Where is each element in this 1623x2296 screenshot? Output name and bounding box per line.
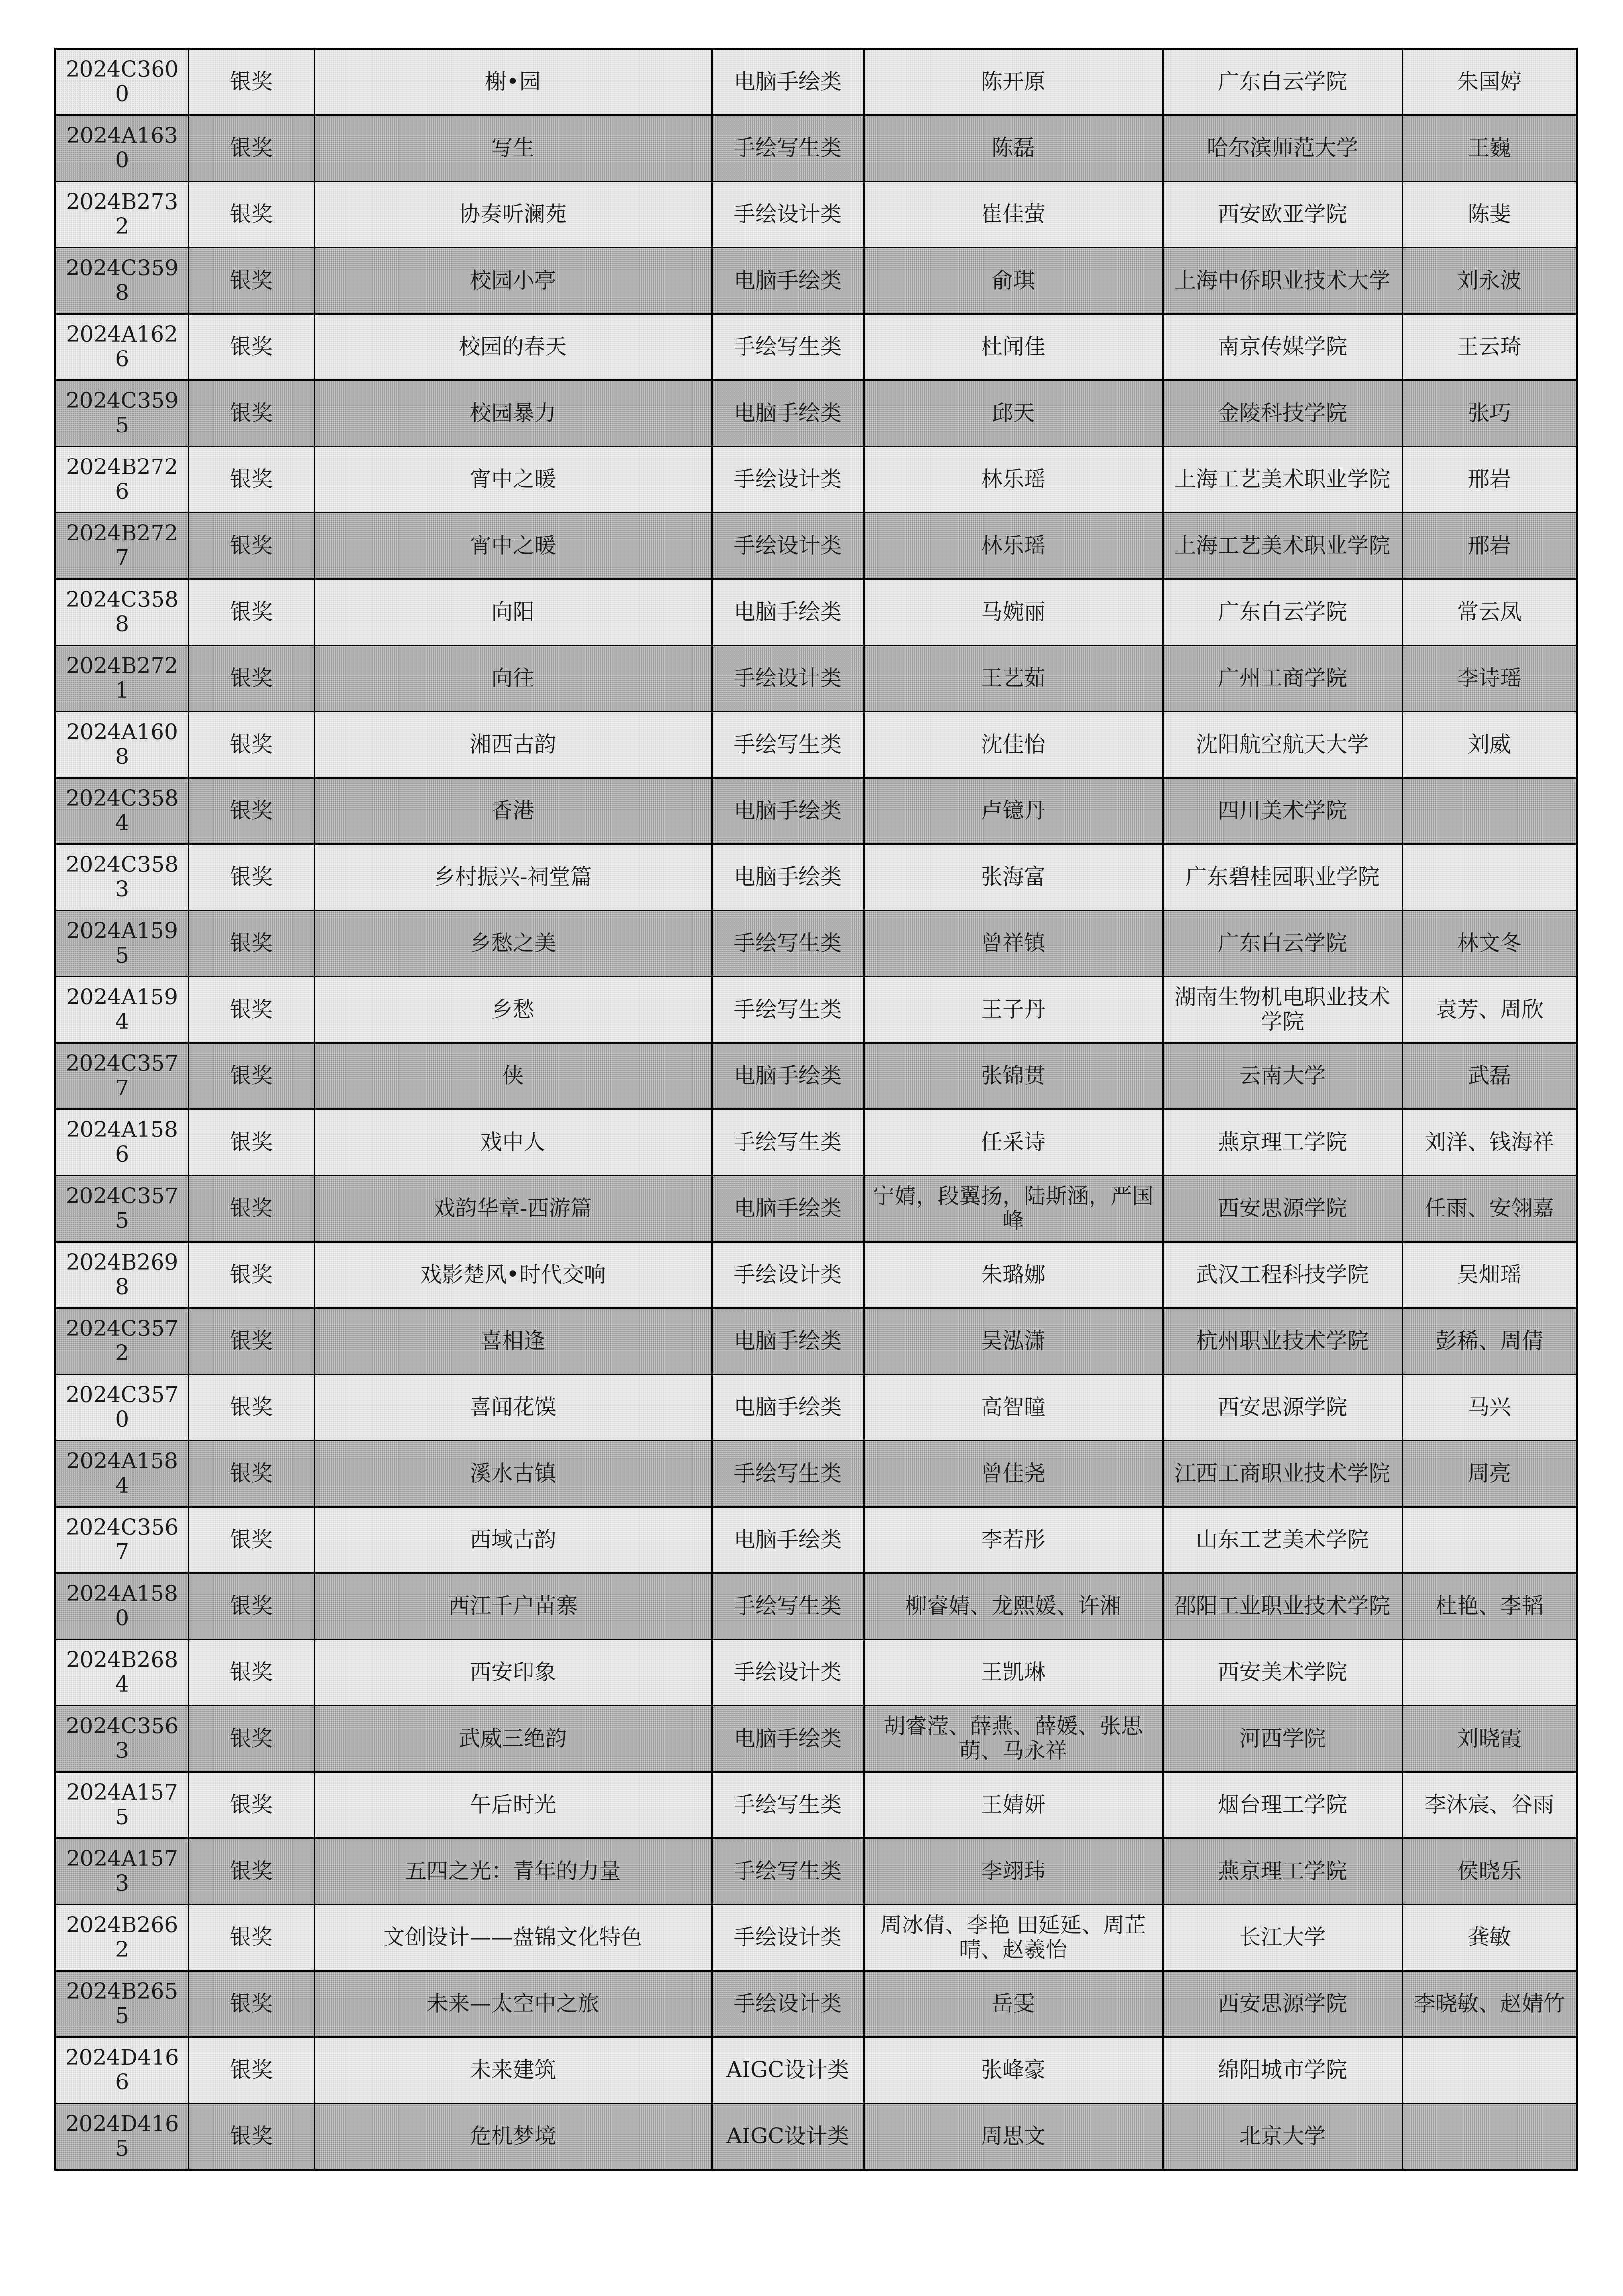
entry-id-cell: 2024B2684 [55, 1640, 188, 1706]
table-row [55, 1838, 1577, 1905]
authors-cell: 张海富 [864, 844, 1163, 911]
school-cell: 西安思源学院 [1163, 1375, 1402, 1441]
category-cell: 手绘写生类 [712, 1838, 864, 1905]
entry-id-cell: 2024C3588 [55, 579, 188, 646]
authors-cell: 曾佳尧 [864, 1441, 1163, 1507]
school-cell: 湖南生物机电职业技术学院 [1163, 977, 1402, 1043]
school-cell: 金陵科技学院 [1163, 380, 1402, 447]
advisor-cell: 侯晓乐 [1402, 1838, 1577, 1905]
award-cell: 银奖 [188, 844, 314, 911]
entry-id-cell: 2024B2732 [55, 182, 188, 248]
authors-cell: 卢镱丹 [864, 778, 1163, 844]
award-cell: 银奖 [188, 1507, 314, 1573]
category-cell: 电脑手绘类 [712, 778, 864, 844]
award-cell: 银奖 [188, 1573, 314, 1640]
authors-cell: 李若彤 [864, 1507, 1163, 1573]
award-cell: 银奖 [188, 1971, 314, 2037]
advisor-cell: 袁芳、周欣 [1402, 977, 1577, 1043]
entry-id-cell: 2024C3575 [55, 1176, 188, 1242]
table-row [55, 1507, 1577, 1573]
award-cell: 银奖 [188, 1772, 314, 1838]
category-cell: 电脑手绘类 [712, 1375, 864, 1441]
entry-id-cell: 2024A1626 [55, 314, 188, 380]
authors-cell: 张锦贯 [864, 1043, 1163, 1109]
advisor-cell: 刘永波 [1402, 248, 1577, 314]
work-title-cell: 向往 [314, 646, 712, 712]
work-title-cell: 戏影楚风•时代交响 [314, 1242, 712, 1308]
school-cell: 西安美术学院 [1163, 1640, 1402, 1706]
school-cell: 云南大学 [1163, 1043, 1402, 1109]
school-cell: 西安欧亚学院 [1163, 182, 1402, 248]
award-cell: 银奖 [188, 447, 314, 513]
award-cell: 银奖 [188, 1640, 314, 1706]
school-cell: 西安思源学院 [1163, 1176, 1402, 1242]
work-title-cell: 宵中之暖 [314, 513, 712, 579]
table-row [55, 447, 1577, 513]
work-title-cell: 宵中之暖 [314, 447, 712, 513]
authors-cell: 朱璐娜 [864, 1242, 1163, 1308]
award-cell: 银奖 [188, 1242, 314, 1308]
category-cell: 手绘设计类 [712, 513, 864, 579]
authors-cell: 杜闻佳 [864, 314, 1163, 380]
work-title-cell: 戏韵华章-西游篇 [314, 1176, 712, 1242]
table-row [55, 314, 1577, 380]
advisor-cell [1402, 2104, 1577, 2170]
table-row [55, 911, 1577, 977]
work-title-cell: 溪水古镇 [314, 1441, 712, 1507]
table-row [55, 513, 1577, 579]
school-cell: 广东白云学院 [1163, 911, 1402, 977]
authors-cell: 周冰倩、李艳 田延延、周芷晴、赵羲怡 [864, 1905, 1163, 1971]
category-cell: 电脑手绘类 [712, 49, 864, 115]
entry-id-cell: 2024C3563 [55, 1706, 188, 1772]
school-cell: 绵阳城市学院 [1163, 2037, 1402, 2104]
school-cell: 燕京理工学院 [1163, 1109, 1402, 1176]
entry-id-cell: 2024C3567 [55, 1507, 188, 1573]
authors-cell: 陈开原 [864, 49, 1163, 115]
authors-cell: 邱天 [864, 380, 1163, 447]
award-cell: 银奖 [188, 1176, 314, 1242]
school-cell: 四川美术学院 [1163, 778, 1402, 844]
entry-id-cell: 2024A1594 [55, 977, 188, 1043]
school-cell: 邵阳工业职业技术学院 [1163, 1573, 1402, 1640]
award-cell: 银奖 [188, 1706, 314, 1772]
category-cell: 手绘写生类 [712, 1441, 864, 1507]
table-row [55, 1573, 1577, 1640]
award-cell: 银奖 [188, 1109, 314, 1176]
advisor-cell: 马兴 [1402, 1375, 1577, 1441]
school-cell: 广东碧桂园职业学院 [1163, 844, 1402, 911]
category-cell: 电脑手绘类 [712, 1706, 864, 1772]
work-title-cell: 校园暴力 [314, 380, 712, 447]
table-row [55, 2104, 1577, 2170]
entry-id-cell: 2024B2726 [55, 447, 188, 513]
entry-id-cell: 2024C3577 [55, 1043, 188, 1109]
work-title-cell: 香港 [314, 778, 712, 844]
entry-id-cell: 2024A1595 [55, 911, 188, 977]
entry-id-cell: 2024A1584 [55, 1441, 188, 1507]
table-body [55, 49, 1577, 2170]
category-cell: 手绘写生类 [712, 314, 864, 380]
advisor-cell: 陈斐 [1402, 182, 1577, 248]
award-cell: 银奖 [188, 778, 314, 844]
work-title-cell: 乡愁 [314, 977, 712, 1043]
school-cell: 武汉工程科技学院 [1163, 1242, 1402, 1308]
table-row [55, 1640, 1577, 1706]
category-cell: AIGC设计类 [712, 2104, 864, 2170]
work-title-cell: 写生 [314, 115, 712, 182]
school-cell: 长江大学 [1163, 1905, 1402, 1971]
table-row [55, 1043, 1577, 1109]
entry-id-cell: 2024C3583 [55, 844, 188, 911]
work-title-cell: 侠 [314, 1043, 712, 1109]
table-row [55, 778, 1577, 844]
award-cell: 银奖 [188, 1905, 314, 1971]
category-cell: 电脑手绘类 [712, 380, 864, 447]
school-cell: 广东白云学院 [1163, 49, 1402, 115]
table-row [55, 1441, 1577, 1507]
table-row [55, 1706, 1577, 1772]
school-cell: 江西工商职业技术学院 [1163, 1441, 1402, 1507]
work-title-cell: 喜相逢 [314, 1308, 712, 1375]
work-title-cell: 文创设计——盘锦文化特色 [314, 1905, 712, 1971]
authors-cell: 马婉丽 [864, 579, 1163, 646]
school-cell: 上海工艺美术职业学院 [1163, 447, 1402, 513]
award-cell: 银奖 [188, 2037, 314, 2104]
category-cell: 手绘设计类 [712, 1242, 864, 1308]
school-cell: 哈尔滨师范大学 [1163, 115, 1402, 182]
category-cell: 电脑手绘类 [712, 248, 864, 314]
table-row [55, 2037, 1577, 2104]
advisor-cell: 龚敏 [1402, 1905, 1577, 1971]
school-cell: 广东白云学院 [1163, 579, 1402, 646]
award-cell: 银奖 [188, 513, 314, 579]
category-cell: 手绘设计类 [712, 646, 864, 712]
authors-cell: 王凯琳 [864, 1640, 1163, 1706]
entry-id-cell: 2024C3572 [55, 1308, 188, 1375]
category-cell: 手绘设计类 [712, 182, 864, 248]
advisor-cell: 王云琦 [1402, 314, 1577, 380]
award-cell: 银奖 [188, 1308, 314, 1375]
entry-id-cell: 2024D4165 [55, 2104, 188, 2170]
table-row [55, 1308, 1577, 1375]
advisor-cell: 李诗瑶 [1402, 646, 1577, 712]
award-cell: 银奖 [188, 646, 314, 712]
authors-cell: 高智瞳 [864, 1375, 1163, 1441]
category-cell: 手绘写生类 [712, 911, 864, 977]
category-cell: 手绘设计类 [712, 447, 864, 513]
school-cell: 西安思源学院 [1163, 1971, 1402, 2037]
school-cell: 沈阳航空航天大学 [1163, 712, 1402, 778]
work-title-cell: 向阳 [314, 579, 712, 646]
entry-id-cell: 2024B2721 [55, 646, 188, 712]
category-cell: 手绘写生类 [712, 115, 864, 182]
authors-cell: 岳雯 [864, 1971, 1163, 2037]
authors-cell: 林乐瑶 [864, 513, 1163, 579]
entry-id-cell: 2024C3600 [55, 49, 188, 115]
advisor-cell [1402, 844, 1577, 911]
authors-cell: 崔佳萤 [864, 182, 1163, 248]
table-row [55, 1905, 1577, 1971]
work-title-cell: 西江千户苗寨 [314, 1573, 712, 1640]
award-cell: 银奖 [188, 977, 314, 1043]
work-title-cell: 西安印象 [314, 1640, 712, 1706]
category-cell: 电脑手绘类 [712, 579, 864, 646]
advisor-cell: 常云凤 [1402, 579, 1577, 646]
work-title-cell: 西域古韵 [314, 1507, 712, 1573]
authors-cell: 俞琪 [864, 248, 1163, 314]
advisor-cell: 彭稀、周倩 [1402, 1308, 1577, 1375]
advisor-cell: 王巍 [1402, 115, 1577, 182]
table-row [55, 1176, 1577, 1242]
advisor-cell: 吴畑瑶 [1402, 1242, 1577, 1308]
work-title-cell: 喜闻花馍 [314, 1375, 712, 1441]
authors-cell: 吴泓潇 [864, 1308, 1163, 1375]
work-title-cell: 武威三绝韵 [314, 1706, 712, 1772]
table-row [55, 579, 1577, 646]
table-row [55, 1772, 1577, 1838]
advisor-cell: 林文冬 [1402, 911, 1577, 977]
entry-id-cell: 2024B2727 [55, 513, 188, 579]
advisor-cell: 张巧 [1402, 380, 1577, 447]
table-row [55, 646, 1577, 712]
award-cell: 银奖 [188, 1838, 314, 1905]
entry-id-cell: 2024A1608 [55, 712, 188, 778]
work-title-cell: 乡村振兴-祠堂篇 [314, 844, 712, 911]
table-row [55, 49, 1577, 115]
table-row [55, 1242, 1577, 1308]
authors-cell: 胡睿滢、薛燕、薛媛、张思萌、马永祥 [864, 1706, 1163, 1772]
work-title-cell: 校园小亭 [314, 248, 712, 314]
advisor-cell [1402, 1507, 1577, 1573]
entry-id-cell: 2024B2698 [55, 1242, 188, 1308]
authors-cell: 任采诗 [864, 1109, 1163, 1176]
table-row [55, 1109, 1577, 1176]
work-title-cell: 协奏听澜苑 [314, 182, 712, 248]
work-title-cell: 未来—太空中之旅 [314, 1971, 712, 2037]
school-cell: 上海工艺美术职业学院 [1163, 513, 1402, 579]
entry-id-cell: 2024A1630 [55, 115, 188, 182]
advisor-cell [1402, 778, 1577, 844]
authors-cell: 李翊玮 [864, 1838, 1163, 1905]
entry-id-cell: 2024C3598 [55, 248, 188, 314]
category-cell: 电脑手绘类 [712, 1176, 864, 1242]
advisor-cell [1402, 2037, 1577, 2104]
authors-cell: 张峰豪 [864, 2037, 1163, 2104]
school-cell: 燕京理工学院 [1163, 1838, 1402, 1905]
school-cell: 河西学院 [1163, 1706, 1402, 1772]
category-cell: 电脑手绘类 [712, 1507, 864, 1573]
award-cell: 银奖 [188, 248, 314, 314]
table-row [55, 712, 1577, 778]
authors-cell: 沈佳怡 [864, 712, 1163, 778]
authors-cell: 柳睿婧、龙熙媛、许湘 [864, 1573, 1163, 1640]
authors-cell: 陈磊 [864, 115, 1163, 182]
advisor-cell: 邢岩 [1402, 513, 1577, 579]
school-cell: 南京传媒学院 [1163, 314, 1402, 380]
entry-id-cell: 2024A1586 [55, 1109, 188, 1176]
award-cell: 银奖 [188, 49, 314, 115]
advisor-cell [1402, 1640, 1577, 1706]
authors-cell: 周思文 [864, 2104, 1163, 2170]
work-title-cell: 五四之光：青年的力量 [314, 1838, 712, 1905]
school-cell: 上海中侨职业技术大学 [1163, 248, 1402, 314]
school-cell: 北京大学 [1163, 2104, 1402, 2170]
advisor-cell: 李晓敏、赵婧竹 [1402, 1971, 1577, 2037]
advisor-cell: 周亮 [1402, 1441, 1577, 1507]
advisor-cell: 朱国婷 [1402, 49, 1577, 115]
authors-cell: 王婧妍 [864, 1772, 1163, 1838]
award-cell: 银奖 [188, 579, 314, 646]
award-cell: 银奖 [188, 1043, 314, 1109]
category-cell: 电脑手绘类 [712, 844, 864, 911]
table-row [55, 182, 1577, 248]
advisor-cell: 杜艳、李韬 [1402, 1573, 1577, 1640]
work-title-cell: 未来建筑 [314, 2037, 712, 2104]
school-cell: 烟台理工学院 [1163, 1772, 1402, 1838]
entry-id-cell: 2024A1573 [55, 1838, 188, 1905]
table-row [55, 977, 1577, 1043]
category-cell: 手绘写生类 [712, 1109, 864, 1176]
category-cell: 手绘设计类 [712, 1905, 864, 1971]
table-row [55, 1971, 1577, 2037]
category-cell: 手绘写生类 [712, 1772, 864, 1838]
advisor-cell: 武磊 [1402, 1043, 1577, 1109]
award-cell: 银奖 [188, 911, 314, 977]
advisor-cell: 刘威 [1402, 712, 1577, 778]
entry-id-cell: 2024C3570 [55, 1375, 188, 1441]
entry-id-cell: 2024B2655 [55, 1971, 188, 2037]
award-cell: 银奖 [188, 115, 314, 182]
category-cell: 手绘写生类 [712, 1573, 864, 1640]
work-title-cell: 午后时光 [314, 1772, 712, 1838]
work-title-cell: 榭•园 [314, 49, 712, 115]
award-cell: 银奖 [188, 380, 314, 447]
authors-cell: 林乐瑶 [864, 447, 1163, 513]
award-cell: 银奖 [188, 2104, 314, 2170]
table-row [55, 844, 1577, 911]
category-cell: 手绘写生类 [712, 977, 864, 1043]
school-cell: 杭州职业技术学院 [1163, 1308, 1402, 1375]
advisor-cell: 任雨、安翎嘉 [1402, 1176, 1577, 1242]
work-title-cell: 戏中人 [314, 1109, 712, 1176]
authors-cell: 曾祥镇 [864, 911, 1163, 977]
work-title-cell: 湘西古韵 [314, 712, 712, 778]
authors-cell: 王子丹 [864, 977, 1163, 1043]
table-row [55, 248, 1577, 314]
category-cell: 电脑手绘类 [712, 1308, 864, 1375]
authors-cell: 王艺茹 [864, 646, 1163, 712]
school-cell: 山东工艺美术学院 [1163, 1507, 1402, 1573]
entry-id-cell: 2024C3595 [55, 380, 188, 447]
award-cell: 银奖 [188, 1375, 314, 1441]
work-title-cell: 乡愁之美 [314, 911, 712, 977]
award-cell: 银奖 [188, 314, 314, 380]
school-cell: 广州工商学院 [1163, 646, 1402, 712]
category-cell: AIGC设计类 [712, 2037, 864, 2104]
entry-id-cell: 2024A1580 [55, 1573, 188, 1640]
table-row [55, 380, 1577, 447]
entry-id-cell: 2024D4166 [55, 2037, 188, 2104]
authors-cell: 宁婧，段翼扬，陆斯涵，严国峰 [864, 1176, 1163, 1242]
table-row [55, 1375, 1577, 1441]
work-title-cell: 校园的春天 [314, 314, 712, 380]
entry-id-cell: 2024C3584 [55, 778, 188, 844]
table-row [55, 115, 1577, 182]
category-cell: 电脑手绘类 [712, 1043, 864, 1109]
entry-id-cell: 2024B2662 [55, 1905, 188, 1971]
advisor-cell: 刘洋、钱海祥 [1402, 1109, 1577, 1176]
award-cell: 银奖 [188, 182, 314, 248]
entry-id-cell: 2024A1575 [55, 1772, 188, 1838]
advisor-cell: 李沐宸、谷雨 [1402, 1772, 1577, 1838]
category-cell: 手绘设计类 [712, 1640, 864, 1706]
award-cell: 银奖 [188, 1441, 314, 1507]
awards-table [54, 48, 1578, 2171]
advisor-cell: 刘晓霞 [1402, 1706, 1577, 1772]
advisor-cell: 邢岩 [1402, 447, 1577, 513]
work-title-cell: 危机梦境 [314, 2104, 712, 2170]
category-cell: 手绘写生类 [712, 712, 864, 778]
category-cell: 手绘设计类 [712, 1971, 864, 2037]
award-cell: 银奖 [188, 712, 314, 778]
